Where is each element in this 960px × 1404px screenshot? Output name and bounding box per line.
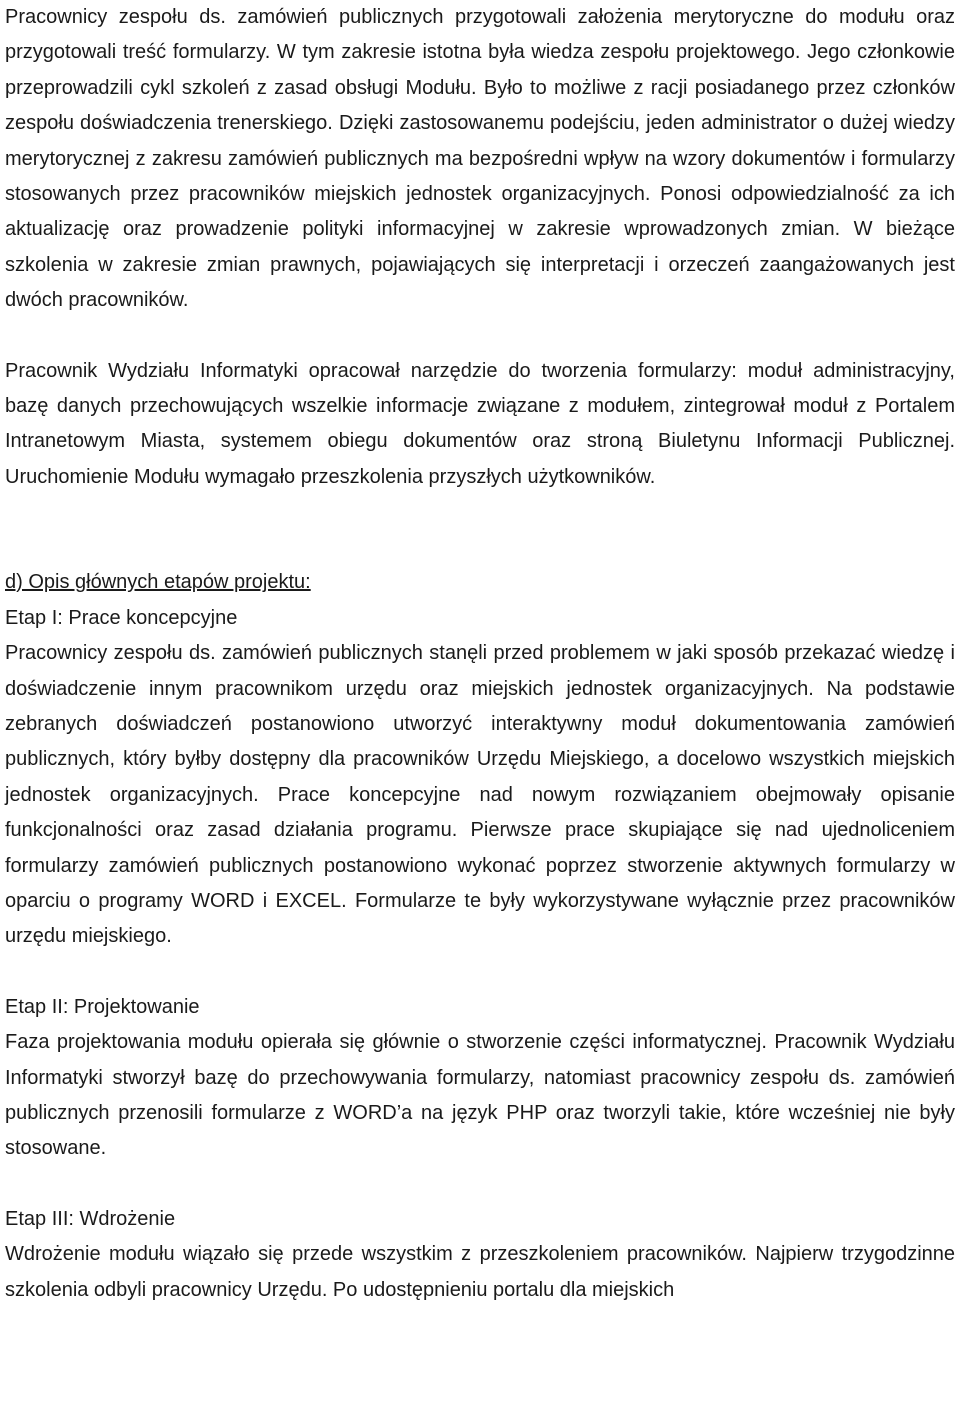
- paragraph-team-training-rest: Dzięki zastosowanemu podejściu, jeden administrator o dużej wiedzy merytorycznej z zakresu zamówień publicznych ma bezpośredni wpływ na wzory dokumentów i formularzy stosowanych przez pracowników miejskich jednostek organizacyjnych. Ponosi odpowiedzialność za ich aktualizację oraz prowadzenie polityki informacyjnej w zakresie wprowadzonych zmian. W bieżące szkolenia w zakresie zmian prawnych, pojawiających się interpretacji i orzeczeń zaangażowanych jest dwóch pracowników.: [5, 112, 955, 312]
- document-page: [5, 0, 955, 1308]
- paragraph-team-training: [5, 0, 955, 319]
- stage-3-title: Etap III: Wdrożenie: [5, 1207, 176, 1230]
- spacer: [5, 955, 955, 990]
- stage-1-title: Etap I: Prace koncepcyjne: [5, 606, 238, 629]
- stage-2-title: Etap II: Projektowanie: [5, 995, 200, 1018]
- paragraph-team-training-intro: Pracownicy zespołu ds. zamówień publicznych przygotowali założenia merytoryczne do modułu oraz przygotowali treść formularzy. W tym zakresie istotna była wiedza zespołu projektowego. Jego członkowie przeprowadzili cykl szkoleń z zasad obsługi Modułu. Było to możliwe z racji posiadanego przez członków zespołu doświadczenia trenerskiego.: [5, 6, 955, 135]
- stage-3-text: Wdrożenie modułu wiązało się przede wszystkim z przeszkoleniem pracowników. Najpierw trzygodzinne szkolenia odbyli pracownicy Urzędu. Po udostępnieniu portalu dla miejskich: [5, 1243, 955, 1301]
- stage-2-text: Faza projektowania modułu opierała się głównie o stworzenie części informatycznej. Pracownik Wydziału Informatyki stworzył bazę do przechowywania formularzy, natomiast pracownicy zespołu ds. zamówień publicznych przenosili formularze z WORD’a na język PHP oraz tworzyli takie, które wcześniej nie były stosowane.: [5, 1031, 955, 1160]
- spacer: [5, 1167, 955, 1202]
- paragraph-it-department: Pracownik Wydziału Informatyki opracował narzędzie do tworzenia formularzy: moduł administracyjny, bazę danych przechowujących wszelkie informacje związane z modułem, zintegrował moduł z Portalem Intranetowym Miasta, systemem obiegu dokumentów oraz stroną Biuletynu Informacji Publicznej. Uruchomienie Modułu wymagało przeszkolenia przyszłych użytkowników.: [5, 359, 955, 488]
- section-heading-project-stages: d) Opis głównych etapów projektu:: [5, 571, 311, 594]
- spacer: [5, 319, 955, 354]
- stage-1-text: Pracownicy zespołu ds. zamówień publicznych stanęli przed problemem w jaki sposób przekazać wiedzę i doświadczenie innym pracownikom urzędu oraz miejskich jednostek organizacyjnych. Na podstawie zebranych doświadczeń postanowiono utworzyć interaktywny moduł dokumentowania zamówień publicznych, który byłby dostępny dla pracowników Urzędu Miejskiego, a docelowo wszystkich miejskich jednostek organizacyjnych. Prace koncepcyjne nad nowym rozwiązaniem obejmowały opisanie funkcjonalności oraz zasad działania programu. Pierwsze prace skupiające się nad ujednoliceniem formularzy zamówień publicznych postanowiono wykonać poprzez stworzenie aktywnych formularzy w oparciu o programy WORD i EXCEL. Formularze te były wykorzystywane wyłącznie przez pracowników urzędu miejskiego.: [5, 642, 955, 948]
- spacer: [5, 495, 955, 565]
